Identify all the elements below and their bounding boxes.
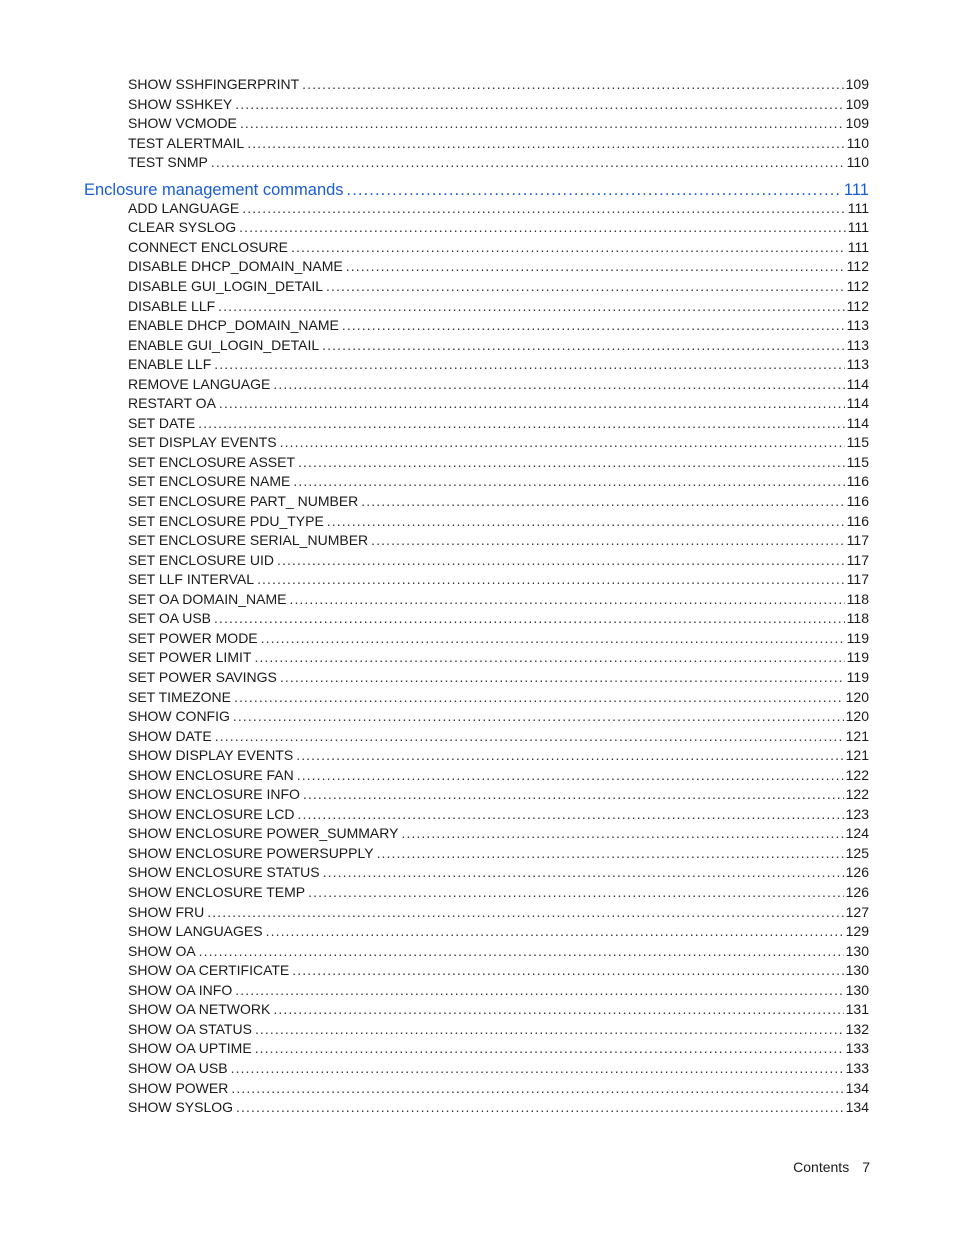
toc-entry[interactable]	[128, 942, 869, 961]
toc-entry-page: 110	[846, 134, 869, 151]
toc-leader-dots	[323, 863, 844, 882]
toc-leader-dots	[297, 805, 843, 824]
toc-entry-label: CLEAR SYSLOG	[128, 219, 237, 236]
toc-leader-dots	[273, 375, 844, 394]
toc-entry-page: 109	[845, 76, 869, 92]
toc-leader-dots	[235, 95, 843, 114]
toc-entry-label: SHOW ENCLOSURE INFO	[128, 786, 300, 803]
toc-entry-label: SHOW ENCLOSURE POWERSUPPLY	[128, 844, 374, 861]
toc-leader-dots	[218, 297, 845, 316]
toc-entry-label: DISABLE LLF	[128, 297, 216, 314]
toc-entry-label: SET ENCLOSURE SERIAL_NUMBER	[128, 532, 369, 549]
toc-entry[interactable]	[128, 1039, 869, 1058]
toc-entry-label: ENABLE DHCP_DOMAIN_NAME	[128, 317, 339, 334]
toc-entry-page: 119	[846, 629, 869, 646]
toc-entry[interactable]	[128, 218, 869, 237]
toc-entry-page: 110	[846, 154, 869, 171]
toc-entry-label: SHOW OA CERTIFICATE	[128, 962, 290, 979]
toc-entry-label: SET ENCLOSURE PART_ NUMBER	[128, 493, 359, 509]
toc-leader-dots	[342, 316, 845, 335]
toc-leader-dots	[303, 785, 844, 804]
toc-entry-page: 113	[846, 336, 869, 353]
toc-leader-dots	[280, 433, 845, 452]
toc-entry-label: SHOW OA INFO	[128, 981, 233, 998]
toc-entry-label: SET OA DOMAIN_NAME	[128, 590, 287, 607]
toc-entry[interactable]	[128, 512, 869, 531]
toc-entry-page: 134	[845, 1099, 869, 1116]
toc-leader-dots	[291, 238, 846, 257]
toc-leader-dots	[234, 688, 844, 707]
toc-entry[interactable]	[128, 277, 869, 296]
toc-entry-page: 133	[845, 1040, 869, 1057]
toc-entry-page: 115	[846, 434, 869, 451]
toc-entry-label: SET POWER SAVINGS	[128, 668, 277, 685]
toc-entry-label: SHOW ENCLOSURE STATUS	[128, 864, 320, 881]
toc-entry[interactable]	[128, 134, 869, 153]
toc-leader-dots	[361, 492, 844, 511]
toc-leader-dots	[198, 414, 845, 433]
toc-entry-label: SET POWER LIMIT	[128, 649, 252, 666]
toc-entry-label: DISABLE DHCP_DOMAIN_NAME	[128, 258, 343, 275]
toc-leader-dots	[219, 394, 845, 413]
toc-entry[interactable]	[128, 805, 869, 824]
toc-entry-page: 129	[845, 923, 869, 940]
toc-entry[interactable]	[128, 668, 869, 687]
toc-entry-page: 109	[845, 95, 869, 112]
toc-section-link[interactable]	[84, 179, 869, 201]
toc-leader-dots	[297, 766, 844, 785]
toc-entry-label: SET ENCLOSURE PDU_TYPE	[128, 512, 324, 529]
toc-entry[interactable]	[128, 863, 869, 882]
toc-entry-label: DISABLE GUI_LOGIN_DETAIL	[128, 277, 324, 294]
toc-entry-label: SHOW SYSLOG	[128, 1099, 234, 1116]
toc-entry[interactable]	[128, 727, 869, 746]
toc-entry[interactable]	[128, 981, 869, 1000]
toc-entry[interactable]	[128, 903, 869, 922]
toc-leader-dots	[266, 922, 844, 941]
toc-entry[interactable]	[128, 609, 869, 628]
toc-entry-page: 114	[846, 414, 869, 431]
toc-entry-label: ADD LANGUAGE	[128, 199, 240, 216]
toc-section-title: Enclosure management commands	[84, 180, 344, 199]
toc-entry-label: SET ENCLOSURE ASSET	[128, 453, 296, 470]
toc-entry-page: 115	[846, 453, 869, 470]
toc-entry-page: 117	[846, 571, 869, 588]
toc-leader-dots	[277, 551, 845, 570]
toc-entry[interactable]	[128, 472, 869, 491]
toc-leader-dots	[255, 1020, 844, 1039]
toc-entry[interactable]	[128, 785, 869, 804]
toc-entry[interactable]	[128, 394, 869, 413]
toc-entry-label: SHOW OA	[128, 942, 196, 959]
toc-entry[interactable]	[128, 922, 869, 941]
toc-entry-label: SHOW OA STATUS	[128, 1020, 252, 1037]
toc-entry[interactable]	[128, 375, 869, 394]
toc-entry-label: SHOW LANGUAGES	[128, 923, 263, 940]
toc-entry-label: SHOW ENCLOSURE TEMP	[128, 884, 306, 900]
toc-entry-label: SET LLF INTERVAL	[128, 571, 255, 588]
toc-entry[interactable]	[128, 114, 869, 133]
toc-entry-page: 122	[845, 786, 869, 803]
toc-entry[interactable]	[128, 648, 869, 667]
toc-entry-label: CONNECT ENCLOSURE	[128, 238, 288, 255]
toc-entry[interactable]	[128, 707, 869, 726]
toc-entry-label: SET DISPLAY EVENTS	[128, 434, 277, 451]
toc-entry-label: REMOVE LANGUAGE	[128, 375, 271, 392]
toc-entry-page: 130	[845, 962, 869, 979]
toc-entry-page: 119	[846, 649, 869, 666]
toc-entry-label: SHOW OA UPTIME	[128, 1040, 252, 1057]
toc-leader-dots	[273, 1000, 843, 1019]
toc-leader-dots	[346, 257, 845, 276]
toc-leader-dots	[215, 727, 844, 746]
toc-entry-label: TEST SNMP	[128, 154, 208, 171]
toc-entry[interactable]	[128, 531, 869, 550]
toc-entry[interactable]	[128, 153, 869, 172]
toc-entry[interactable]	[128, 551, 869, 570]
toc-entry[interactable]	[128, 688, 869, 707]
toc-entry-label: SHOW DATE	[128, 727, 212, 744]
toc-entry-label: SET POWER MODE	[128, 629, 258, 646]
toc-leader-dots	[254, 648, 844, 667]
footer-label: Contents	[793, 1159, 850, 1175]
page-footer	[720, 1158, 870, 1177]
toc-entry-label: SHOW POWER	[128, 1079, 229, 1096]
toc-entry-label: SHOW FRU	[128, 903, 205, 920]
toc-entry-page: 130	[845, 981, 869, 998]
toc-entry[interactable]	[128, 844, 869, 863]
toc-entry-label: ENABLE GUI_LOGIN_DETAIL	[128, 336, 320, 353]
toc-entry[interactable]	[128, 1000, 869, 1019]
toc-entry-page: 119	[846, 668, 869, 685]
page-number: 7	[862, 1159, 870, 1175]
toc-leader-dots	[298, 453, 845, 472]
toc-entry-page: 111	[847, 238, 869, 255]
toc-entry-page: 131	[845, 1001, 869, 1018]
toc-entry-page: 124	[845, 825, 869, 842]
toc-entry-page: 116	[846, 493, 869, 509]
toc-entry-label: SET DATE	[128, 414, 196, 431]
toc-entry-label: SHOW ENCLOSURE LCD	[128, 805, 295, 822]
toc-entry[interactable]	[128, 453, 869, 472]
toc-entry[interactable]	[128, 336, 869, 355]
toc-entry-page: 134	[845, 1079, 869, 1096]
toc-entry-page: 118	[846, 590, 869, 607]
toc-entry-page: 127	[845, 903, 869, 920]
toc-entry[interactable]	[128, 1059, 869, 1078]
toc-entry[interactable]	[128, 766, 869, 785]
toc-entry-page: 121	[845, 727, 869, 744]
toc-leader-dots	[296, 746, 843, 765]
toc-leader-dots	[199, 942, 844, 961]
toc-leader-dots	[280, 668, 845, 687]
toc-entry-page: 112	[846, 297, 869, 314]
toc-leader-dots	[240, 114, 844, 133]
toc-entry-label: TEST ALERTMAIL	[128, 134, 245, 151]
toc-entry-page: 117	[846, 532, 869, 549]
toc-entry-page: 113	[846, 356, 869, 373]
toc-leader-dots	[308, 883, 844, 902]
toc-entry-page: 132	[845, 1020, 869, 1037]
toc-leader-dots	[322, 336, 845, 355]
toc-leader-dots	[347, 179, 842, 201]
toc-entry[interactable]	[128, 257, 869, 276]
toc-leader-dots	[207, 903, 843, 922]
toc-entry-label: SHOW ENCLOSURE POWER_SUMMARY	[128, 825, 399, 842]
toc-entry-page: 120	[845, 688, 869, 705]
toc-entry-page: 130	[845, 942, 869, 959]
toc-leader-dots	[377, 844, 844, 863]
toc-entry-page: 126	[845, 864, 869, 881]
toc-entry-page: 123	[845, 805, 869, 822]
toc-entry[interactable]	[128, 570, 869, 589]
toc-entry-page: 116	[846, 473, 869, 490]
toc-leader-dots	[239, 218, 846, 237]
toc-entry[interactable]	[128, 629, 869, 648]
toc-leader-dots	[327, 512, 845, 531]
toc-entry[interactable]	[128, 492, 869, 511]
toc-entry[interactable]	[128, 355, 869, 374]
toc-entry-page: 112	[846, 258, 869, 275]
toc-entry[interactable]	[128, 297, 869, 316]
toc-entry[interactable]	[128, 961, 869, 980]
toc-leader-dots	[371, 531, 845, 550]
toc-leader-dots	[293, 472, 844, 491]
toc-entry[interactable]	[128, 1079, 869, 1098]
toc-entry-page: 117	[846, 551, 869, 568]
toc-entry-page: 116	[846, 512, 869, 529]
toc-entry-page: 111	[847, 199, 869, 216]
toc-entry-label: SET ENCLOSURE UID	[128, 551, 274, 568]
toc-leader-dots	[214, 609, 845, 628]
toc-section-page: 111	[843, 180, 869, 199]
toc-entry[interactable]	[128, 883, 869, 902]
toc-entry-label: SHOW OA USB	[128, 1059, 228, 1076]
toc-entry-label: SHOW VCMODE	[128, 115, 237, 132]
toc-entry[interactable]	[128, 433, 869, 452]
toc-leader-dots	[233, 707, 844, 726]
toc-entry-label: SHOW SSHFINGERPRINT	[128, 76, 300, 92]
toc-entry[interactable]	[128, 414, 869, 433]
toc-leader-dots	[289, 590, 844, 609]
toc-entry-page: 111	[847, 219, 869, 236]
toc-entry[interactable]	[128, 1098, 869, 1117]
toc-entry-page: 121	[845, 747, 869, 764]
toc-leader-dots	[235, 981, 843, 1000]
toc-entry-page: 113	[846, 317, 869, 334]
toc-entry-label: SET TIMEZONE	[128, 688, 231, 705]
toc-entry[interactable]	[128, 590, 869, 609]
toc-entry-page: 122	[845, 766, 869, 783]
toc-entry-page: 118	[846, 610, 869, 627]
toc-entry-label: ENABLE LLF	[128, 356, 212, 373]
toc-entry-page: 114	[846, 375, 869, 392]
toc-leader-dots	[231, 1079, 843, 1098]
toc-entry-page: 133	[845, 1059, 869, 1076]
toc-entry-page: 109	[845, 115, 869, 132]
toc-entry-label: SHOW OA NETWORK	[128, 1001, 271, 1018]
toc-leader-dots	[211, 153, 845, 172]
toc-entry-label: SET ENCLOSURE NAME	[128, 473, 291, 490]
toc-leader-dots	[214, 355, 844, 374]
toc-entry-page: 114	[846, 395, 869, 412]
toc-entry-label: RESTART OA	[128, 395, 216, 412]
toc-entry-label: SHOW DISPLAY EVENTS	[128, 747, 294, 764]
toc-entry-label: SET OA USB	[128, 610, 211, 627]
toc-entry-label: SHOW SSHKEY	[128, 95, 233, 112]
toc-entry-label: SHOW CONFIG	[128, 708, 230, 725]
toc-leader-dots	[302, 75, 844, 94]
toc-leader-dots	[401, 824, 843, 843]
toc-entry[interactable]	[128, 746, 869, 765]
toc-leader-dots	[236, 1098, 844, 1117]
toc-leader-dots	[257, 570, 845, 589]
toc-leader-dots	[292, 961, 843, 980]
toc-leader-dots	[326, 277, 845, 296]
toc-entry-page: 112	[846, 277, 869, 294]
toc-entry[interactable]	[128, 95, 869, 114]
toc-entry[interactable]	[128, 824, 869, 843]
toc-entry[interactable]	[128, 199, 869, 218]
toc-leader-dots	[242, 199, 845, 218]
toc-entry[interactable]	[128, 238, 869, 257]
toc-entry-label: SHOW ENCLOSURE FAN	[128, 766, 294, 783]
toc-leader-dots	[247, 134, 844, 153]
toc-entry-page: 125	[845, 844, 869, 861]
toc-entry-page: 126	[845, 884, 869, 900]
toc-entry[interactable]	[128, 1020, 869, 1039]
toc-entry[interactable]	[128, 316, 869, 335]
toc-leader-dots	[255, 1039, 844, 1058]
toc-leader-dots	[261, 629, 845, 648]
toc-leader-dots	[231, 1059, 844, 1078]
toc-entry-page: 120	[845, 708, 869, 725]
toc-entry[interactable]	[128, 75, 869, 94]
